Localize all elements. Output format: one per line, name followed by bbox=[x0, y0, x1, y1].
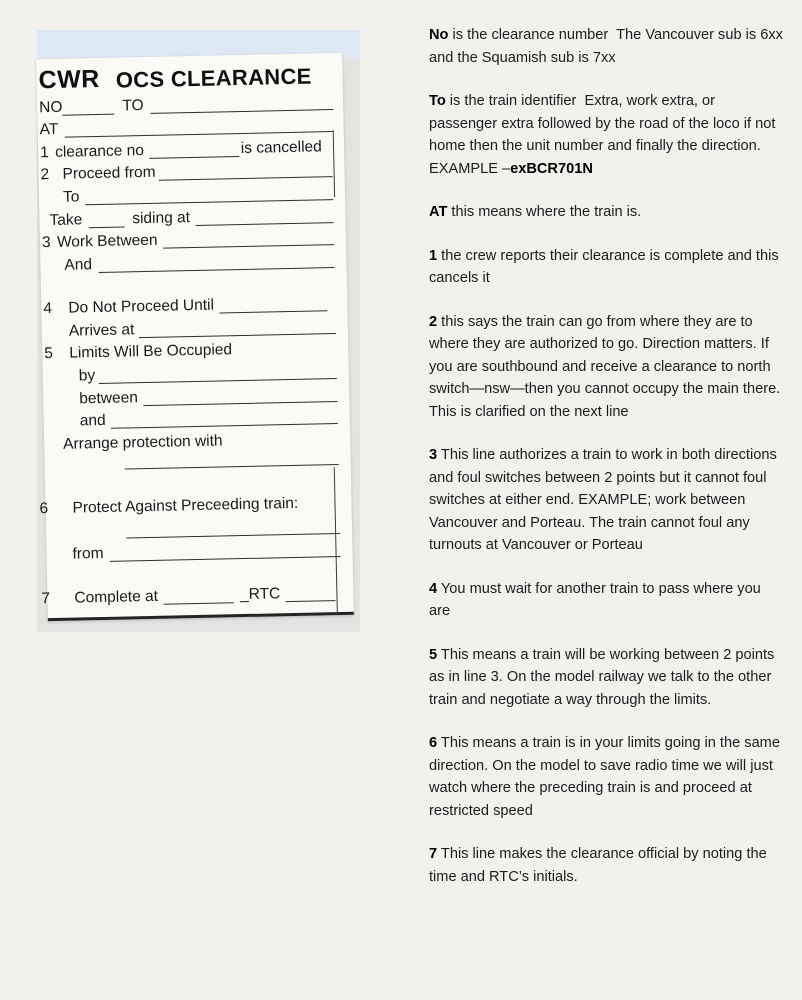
blank-line bbox=[163, 591, 233, 605]
term-1: 1 bbox=[429, 247, 438, 264]
explanation-text: the crew reports their clearance is complete and this cancels it bbox=[429, 247, 783, 286]
term-at: AT bbox=[429, 204, 448, 220]
label-rtc: _RTC bbox=[239, 585, 281, 604]
label-between: between bbox=[79, 388, 139, 408]
explanation-to bbox=[429, 90, 783, 180]
explanation-column bbox=[429, 24, 788, 909]
label-protect-preceeding: Protect Against Preceeding train: bbox=[72, 495, 299, 518]
blank-line bbox=[219, 299, 328, 314]
label-at: AT bbox=[39, 120, 59, 139]
explanation-5 bbox=[429, 644, 783, 712]
term-3: 3 bbox=[429, 447, 438, 463]
label-and: And bbox=[64, 255, 93, 274]
explanation-text: This means a train will be working between 2 points as in line 3. On the model railway we talk to the other train and negotiate a way through the limits. bbox=[429, 646, 779, 708]
explanation-text: This line makes the clearance official by noting the time and RTC’s initials. bbox=[429, 846, 771, 885]
form-title bbox=[38, 53, 341, 93]
label-limits-occupied: Limits Will Be Occupied bbox=[69, 341, 233, 363]
ocs-clearance-form bbox=[36, 53, 354, 621]
label-by: by bbox=[78, 367, 96, 385]
explanation-text: This means a train is in your limits going in the same direction. On the model to save radio time we will just watch where the preceding train is and proceed at restricted speed bbox=[429, 735, 785, 819]
form-title-ocs: OCS CLEARANCE bbox=[115, 63, 312, 93]
term-6: 6 bbox=[429, 735, 438, 751]
term-to: To bbox=[429, 93, 446, 109]
term-7: 7 bbox=[429, 846, 438, 862]
form-title-cwr: CWR bbox=[38, 64, 101, 95]
explanation-text: This line authorizes a train to work in both directions and foul switches between 2 points but it cannot foul switches at either end. EXAMPLE; work between Vancouver and Porteau. The train cannot foul any turnouts at Vancouver or Porteau bbox=[429, 447, 781, 553]
explanation-at bbox=[429, 201, 783, 224]
item-number-6: 6 bbox=[39, 500, 49, 518]
label-no: NO bbox=[38, 98, 63, 116]
explanation-text: is the train identifier Extra, work extra, or passenger extra followed by the road of the loco if not home then the unit number and finally the direction. EXAMPLE – bbox=[429, 93, 780, 177]
explanation-3 bbox=[429, 444, 783, 557]
item-number-1: 1 bbox=[39, 143, 49, 161]
blank-line bbox=[62, 101, 114, 115]
item-number-3: 3 bbox=[41, 234, 51, 252]
explanation-text: You must wait for another train to pass where you are bbox=[429, 580, 765, 619]
label-complete-at: Complete at bbox=[74, 588, 159, 607]
blank-line bbox=[109, 544, 340, 562]
blank-line bbox=[149, 144, 239, 159]
explanation-2 bbox=[429, 311, 783, 424]
blank-line bbox=[98, 255, 335, 273]
item-number-5: 5 bbox=[44, 345, 54, 363]
item-number-2: 2 bbox=[40, 166, 50, 184]
blank-line bbox=[88, 214, 124, 228]
label-arrives-at: Arrives at bbox=[68, 321, 135, 340]
label-take: Take bbox=[49, 210, 83, 229]
term-no: No bbox=[429, 27, 449, 43]
explanation-7 bbox=[429, 843, 783, 888]
label-is-cancelled: is cancelled bbox=[240, 138, 322, 157]
explanation-no bbox=[429, 24, 788, 69]
label-proceed-from: Proceed from bbox=[62, 164, 156, 184]
label-to2: To bbox=[62, 188, 80, 206]
blank-line bbox=[124, 452, 338, 469]
label-work-between: Work Between bbox=[56, 231, 158, 251]
label-clearance-no: clearance no bbox=[54, 141, 145, 161]
explanation-text: is the clearance number The Vancouver sub is 6xx and the Squamish sub is 7xx bbox=[429, 27, 788, 66]
example-train-id: exBCR701N bbox=[510, 160, 593, 177]
explanation-6 bbox=[429, 732, 783, 822]
term-2: 2 bbox=[429, 313, 438, 330]
item-number-4: 4 bbox=[43, 300, 53, 318]
explanation-4 bbox=[429, 578, 783, 623]
explanation-text: this means where the train is. bbox=[447, 204, 642, 220]
label-siding-at: siding at bbox=[132, 208, 191, 227]
label-arrange-protection: Arrange protection with bbox=[63, 432, 223, 453]
scanned-form-image bbox=[37, 30, 360, 632]
form-row-7 bbox=[41, 578, 351, 608]
term-5: 5 bbox=[429, 646, 438, 663]
label-to: TO bbox=[122, 96, 144, 115]
label-from: from bbox=[72, 544, 104, 563]
label-and2: and bbox=[79, 412, 106, 430]
label-do-not-proceed: Do Not Proceed Until bbox=[68, 296, 215, 317]
term-4: 4 bbox=[429, 580, 438, 597]
explanation-text: this says the train can go from where they are to where they are authorized to go. Direction matters. If you are southbound and receive a clearance to north switch—nsw—then you cannot occupy the main there. This is clarified on the next line bbox=[429, 313, 785, 420]
item-number-7: 7 bbox=[41, 590, 51, 608]
blank-line bbox=[285, 588, 335, 602]
explanation-1 bbox=[429, 245, 783, 290]
